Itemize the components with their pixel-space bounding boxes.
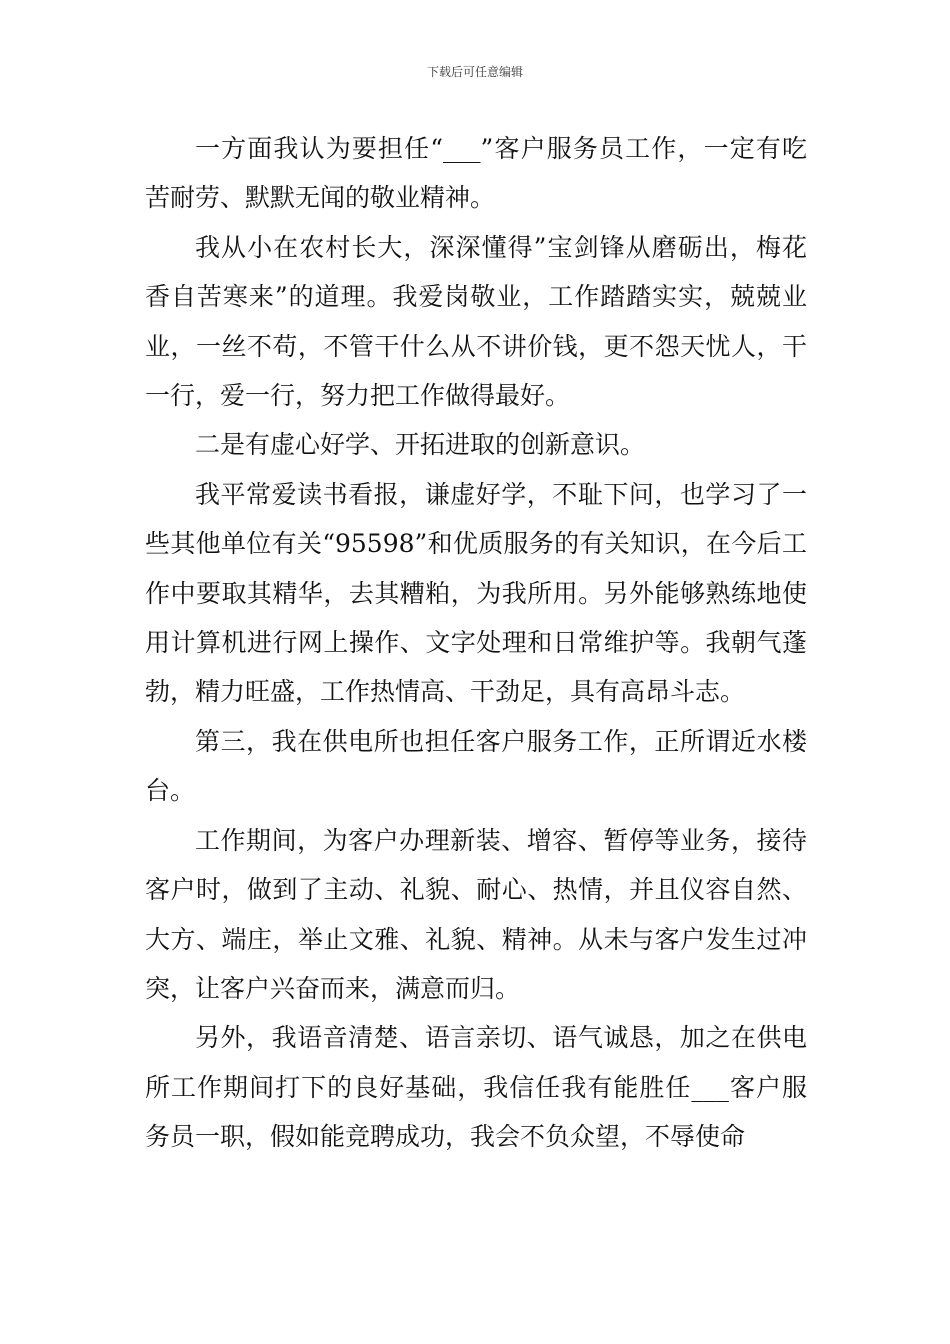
paragraph: 我从小在农村长大，深深懂得”宝剑锋从磨砺出，梅花香自苦寒来”的道理。我爱岗敬业，工作踏踏实实，兢兢业业，一丝不苟，不管干什么从不讲价钱，更不怨天忧人，干一行，爱一行，努力把工作做得最好。 bbox=[145, 232, 807, 411]
paragraph: 另外，我语音清楚、语言亲切、语气诚恳，加之在供电所工作期间打下的良好基础，我信任我有能胜任___客户服务员一职，假如能竞聘成功，我会不负众望，不辱使命 bbox=[145, 1023, 807, 1152]
page-header: 下载后可任意编辑 bbox=[426, 65, 523, 79]
paragraph: 第三，我在供电所也担任客户服务工作，正所谓近水楼台。 bbox=[145, 726, 807, 806]
paragraph: 一方面我认为要担任“___”客户服务员工作，一定有吃苦耐劳、默默无闻的敬业精神。 bbox=[145, 134, 807, 213]
paragraph: 我平常爱读书看报，谦虚好学，不耻下问，也学习了一些其他单位有关“95598”和优质服务的有关知识，在今后工作中要取其精华，去其糟粕，为我所用。另外能够熟练地使用计算机进行网上操作、文字处理和日常维护等。我朝气蓬勃，精力旺盛，工作热情高、干劲足，具有高昂斗志。 bbox=[145, 479, 807, 707]
paragraph: 工作期间，为客户办理新装、增容、暂停等业务，接待客户时，做到了主动、礼貌、耐心、热情，并且仪容自然、大方、端庄，举止文雅、礼貌、精神。从未与客户发生过冲突，让客户兴奋而来，满意而归。 bbox=[145, 825, 807, 1003]
paragraph: 二是有虚心好学、开拓进取的创新意识。 bbox=[195, 430, 646, 460]
document-body bbox=[145, 124, 807, 1162]
